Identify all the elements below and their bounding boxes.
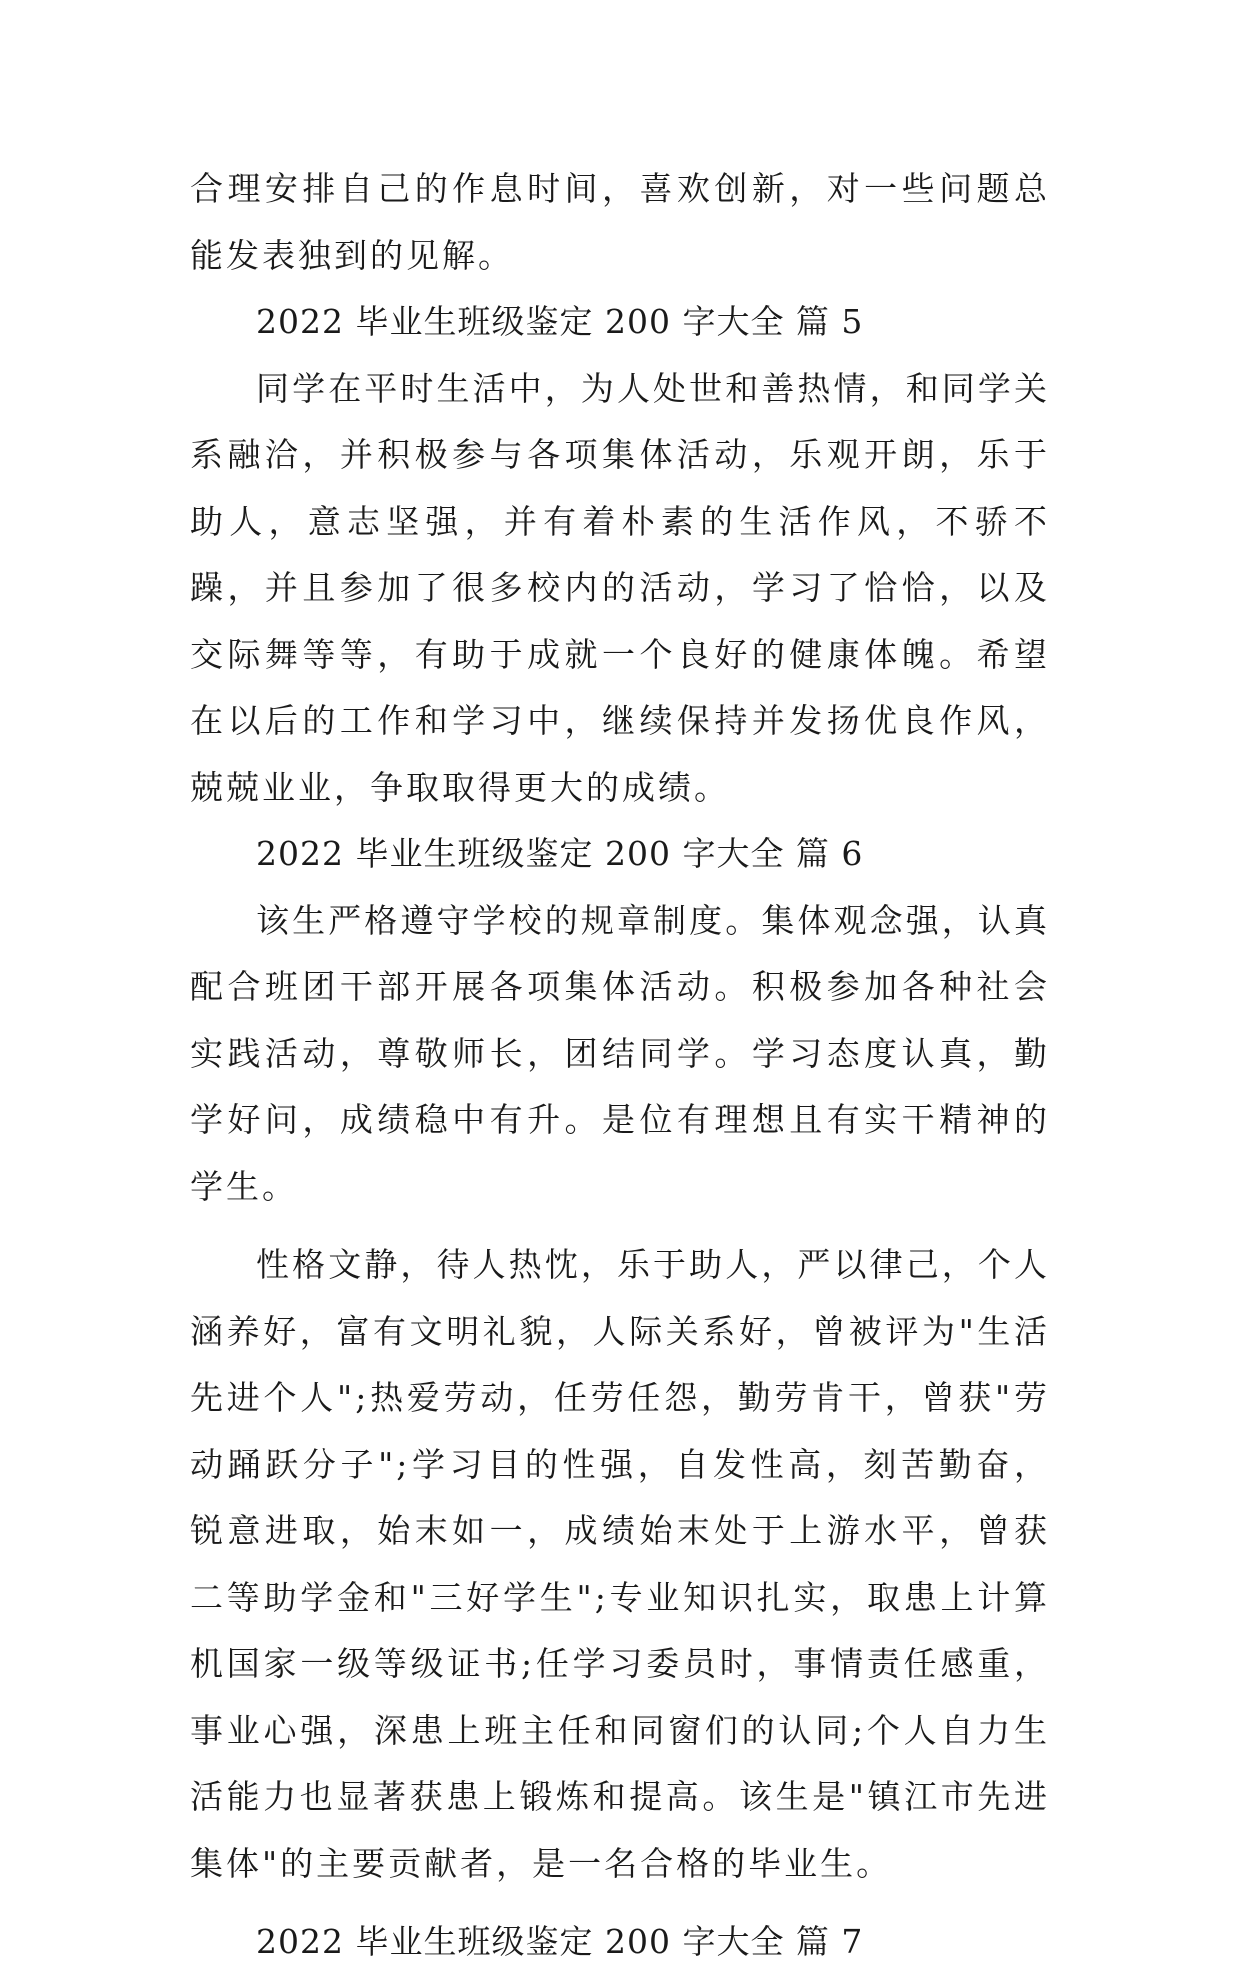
section-heading-5: 2022 毕业生班级鉴定 200 字大全 篇 5	[256, 302, 864, 341]
paragraph-section-6-second: 性格文静，待人热忱，乐于助人，严以律己，个人涵养好，富有文明礼貌，人际关系好，曾被评为"生活先进个人";热爱劳动，任劳任怨，勤劳肯干，曾获"劳动踊跃分子";学习目的性强，自发性高，刻苦勤奋，锐意进取，始末如一，成绩始末处于上游水平，曾获二等助学金和"三好学生";专业知识扎实，取患上计算机国家一级等级证书;任学习委员时，事情责任感重，事业心强，深患上班主任和同窗们的认同;个人自力生活能力也显著获患上锻炼和提高。该生是"镇江市先进集体"的主要贡献者，是一名合格的毕业生。	[190, 1245, 1050, 1883]
paragraph-continuation: 合理安排自己的作息时间，喜欢创新，对一些问题总能发表独到的见解。	[190, 169, 1050, 275]
section-heading-6: 2022 毕业生班级鉴定 200 字大全 篇 6	[256, 834, 864, 873]
paragraph-section-6-first: 该生严格遵守学校的规章制度。集体观念强，认真配合班团干部开展各项集体活动。积极参加各种社会实践活动，尊敬师长，团结同学。学习态度认真，勤学好问，成绩稳中有升。是位有理想且有实干精神的学生。	[190, 900, 1050, 1206]
paragraph-section-5: 同学在平时生活中，为人处世和善热情，和同学关系融洽，并积极参与各项集体活动，乐观开朗，乐于助人，意志坚强，并有着朴素的生活作风，不骄不躁，并且参加了很多校内的活动，学习了恰恰，以及交际舞等等，有助于成就一个良好的健康体魄。希望在以后的工作和学习中，继续保持并发扬优良作风，兢兢业业，争取取得更大的成绩。	[190, 368, 1050, 807]
section-heading-7: 2022 毕业生班级鉴定 200 字大全 篇 7	[256, 1922, 864, 1961]
paragraph-spacer	[190, 1220, 1050, 1232]
document-body	[190, 156, 1050, 1976]
paragraph-spacer	[190, 1897, 1050, 1909]
